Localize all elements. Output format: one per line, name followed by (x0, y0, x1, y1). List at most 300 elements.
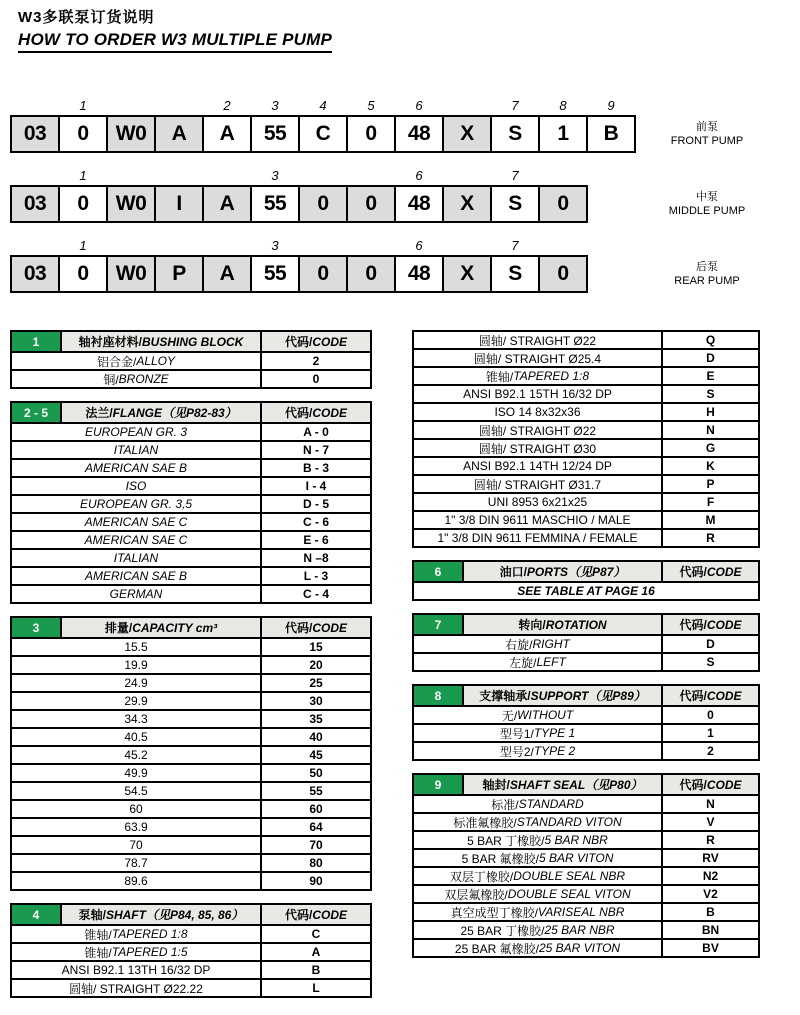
table-number-badge: 6 (414, 562, 464, 581)
pump-row-label (642, 185, 772, 223)
option-label: 70 (129, 838, 143, 852)
code-cell: 0 (346, 115, 396, 153)
position-number: 6 (415, 98, 423, 113)
position-number (346, 238, 396, 255)
option-code: 0 (260, 371, 370, 387)
table-row (12, 960, 370, 978)
table-row (12, 458, 370, 476)
code-cell: A (154, 115, 204, 153)
order-table-1 (10, 330, 372, 389)
option-code: E (661, 368, 758, 384)
pump-row-rear-pump (10, 238, 790, 293)
table-title: 排量/ CAPACITY cm³ (104, 620, 218, 635)
code-cell-group (394, 98, 444, 153)
option-label: 圆轴/ STRAIGHT Ø31.7 (473, 477, 602, 492)
table-row (12, 584, 370, 602)
code-cell: X (442, 185, 492, 223)
option-label-en: TYPE 2 (533, 744, 576, 758)
option-label-en: CODE (312, 620, 347, 635)
option-code: 30 (260, 693, 370, 709)
option-code: D (661, 636, 758, 652)
option-label: ITALIAN (113, 551, 159, 565)
option-label-en: 25 BAR VITON (538, 941, 621, 955)
table-row (414, 456, 758, 474)
option-code: RV (661, 850, 758, 866)
table-title: 法兰/ FLANGE（见P82-83） (85, 406, 237, 420)
table-row (414, 581, 758, 599)
option-label-en: ALLOY (136, 354, 176, 368)
table-header-row (414, 562, 758, 581)
code-cell: 0 (346, 255, 396, 293)
option-label: AMERICAN SAE B (84, 569, 188, 583)
option-label-en: 5 BAR VITON (538, 851, 614, 865)
position-number: 7 (511, 168, 519, 183)
option-label: 24.9 (124, 676, 148, 690)
option-code: 60 (260, 801, 370, 817)
option-code: 1 (661, 725, 758, 741)
position-number: 7 (511, 238, 519, 253)
position-number (154, 168, 204, 185)
table-row (12, 369, 370, 387)
option-label: 25 BAR 丁橡胶/ 25 BAR NBR (460, 923, 615, 938)
table-number-badge: 3 (12, 618, 62, 637)
table-number-badge: 4 (12, 905, 62, 924)
option-label: 锥轴/ TAPERED 1:5 (84, 945, 188, 960)
code-header: 代码/ CODE (661, 686, 758, 705)
code-header: 代码/ CODE (661, 615, 758, 634)
code-cell: S (490, 115, 540, 153)
option-label-en: DOUBLE SEAL NBR (513, 869, 626, 883)
code-cell: 48 (394, 255, 444, 293)
position-number (538, 168, 588, 185)
position-number: 3 (271, 168, 279, 183)
code-cell: 03 (10, 255, 60, 293)
option-label: EUROPEAN GR. 3 (84, 425, 188, 439)
table-row (12, 673, 370, 691)
option-label: 双层氟橡胶/ DOUBLE SEAL VITON (444, 887, 631, 902)
option-label-en: LEFT (536, 655, 566, 669)
table-row (12, 691, 370, 709)
position-number: 9 (607, 98, 615, 113)
code-cell: A (202, 185, 252, 223)
option-label: 右旋/ RIGHT (505, 637, 570, 652)
option-code: BV (661, 940, 758, 956)
option-code: C - 6 (260, 514, 370, 530)
option-code: R (661, 832, 758, 848)
table-row (414, 474, 758, 492)
code-cell-group (250, 238, 300, 293)
position-number (298, 238, 348, 255)
position-number (442, 98, 492, 115)
table-number-badge: 7 (414, 615, 464, 634)
code-cell: 0 (58, 185, 108, 223)
position-number: 6 (415, 168, 423, 183)
option-code: 2 (260, 353, 370, 369)
table-row (12, 566, 370, 584)
code-cell-group (490, 238, 540, 293)
option-code: 50 (260, 765, 370, 781)
code-cell-group (346, 98, 396, 153)
option-label: 1" 3/8 DIN 9611 FEMMINA / FEMALE (437, 531, 638, 545)
code-cell-group (298, 238, 348, 293)
option-label: ISO 14 8x32x36 (494, 405, 581, 419)
option-label-en: PORTS（见P87） (526, 565, 626, 579)
order-table-3 (10, 616, 372, 891)
option-label-en: TYPE 1 (533, 726, 576, 740)
option-label: 型号2/ TYPE 2 (499, 744, 576, 759)
option-label-en: SHAFT（见P84, 85, 86） (105, 908, 244, 922)
pump-label-zh: 后泵 (696, 261, 718, 273)
code-cell-group (202, 168, 252, 223)
table-row (12, 727, 370, 745)
option-label: 锥轴/ TAPERED 1:8 (84, 927, 188, 942)
table-header-row (12, 905, 370, 924)
position-number (442, 168, 492, 185)
order-table-6 (412, 560, 760, 601)
option-label: 54.5 (124, 784, 148, 798)
option-label: 无/ WITHOUT (501, 708, 574, 723)
option-label-en: TAPERED 1:8 (513, 369, 590, 383)
option-code: N –8 (260, 550, 370, 566)
position-number: 2 (223, 98, 231, 113)
table-row (414, 723, 758, 741)
code-cell-group (442, 168, 492, 223)
option-label: 左旋/ LEFT (509, 655, 566, 670)
pump-row-label (642, 115, 772, 153)
option-label: 5 BAR 丁橡胶/ 5 BAR NBR (467, 833, 608, 848)
table-row (414, 332, 758, 348)
code-header: 代码/ CODE (260, 403, 370, 422)
pump-label-zh: 前泵 (696, 121, 718, 133)
code-cell-group (394, 238, 444, 293)
code-cell-group (490, 98, 540, 153)
code-cell-group (58, 238, 108, 293)
tables-left-column (10, 330, 372, 1010)
code-cell-group (490, 168, 540, 223)
code-cell-group (442, 98, 492, 153)
option-label-en: STANDARD VITON (516, 815, 622, 829)
code-cell: 0 (298, 255, 348, 293)
option-code: 0 (661, 707, 758, 723)
code-cell: 55 (250, 185, 300, 223)
table-number-badge: 8 (414, 686, 464, 705)
position-number (10, 168, 60, 185)
pump-label-en: FRONT PUMP (670, 135, 744, 147)
table-title: 轴封/ SHAFT SEAL（见P80） (482, 778, 643, 792)
option-label-en: ROTATION (545, 617, 607, 632)
option-code: I - 4 (260, 478, 370, 494)
table-title: 转向/ ROTATION (518, 617, 607, 632)
option-code: B (260, 962, 370, 978)
table-row (12, 548, 370, 566)
code-cell-group (154, 238, 204, 293)
position-number (346, 168, 396, 185)
option-label-en: CODE (706, 564, 742, 579)
option-code: 45 (260, 747, 370, 763)
code-cell-group (250, 168, 300, 223)
table-row (12, 351, 370, 369)
position-number (442, 238, 492, 255)
code-header: 代码/ CODE (661, 775, 758, 794)
option-label: 89.6 (124, 874, 148, 888)
option-label-en: WITHOUT (517, 708, 574, 722)
option-code: H (661, 404, 758, 420)
code-cell: B (586, 115, 636, 153)
option-label-en: 25 BAR NBR (544, 923, 615, 937)
option-label: 78.7 (124, 856, 148, 870)
table-number-badge: 9 (414, 775, 464, 794)
tables-right-column (412, 330, 760, 970)
span-note: SEE TABLE AT PAGE 16 (517, 584, 655, 598)
option-label-en: 5 BAR NBR (544, 833, 608, 847)
pump-label-zh: 中泵 (696, 191, 718, 203)
position-number (154, 98, 204, 115)
option-label: 标准氟橡胶/ STANDARD VITON (453, 815, 622, 830)
table-row (12, 835, 370, 853)
option-label: 40.5 (124, 730, 148, 744)
option-code: A (260, 944, 370, 960)
table-row (414, 510, 758, 528)
option-code: B (661, 904, 758, 920)
page-title-en: HOW TO ORDER W3 MULTIPLE PUMP (18, 30, 332, 53)
option-label: 25 BAR 氟橡胶/ 25 BAR VITON (454, 941, 621, 956)
option-label: 圆轴/ STRAIGHT Ø30 (478, 441, 597, 456)
option-label: 49.9 (124, 766, 148, 780)
option-label-en: DOUBLE SEAL VITON (507, 887, 631, 901)
code-cell-group (154, 168, 204, 223)
table-row (12, 871, 370, 889)
position-number: 7 (511, 98, 519, 113)
table-header-row (414, 775, 758, 794)
position-number: 5 (367, 98, 375, 113)
table-title: 泵轴/ SHAFT（见P84, 85, 86） (78, 908, 244, 922)
code-cell: W0 (106, 115, 156, 153)
order-table-4 (10, 903, 372, 998)
option-code: 55 (260, 783, 370, 799)
option-code: 70 (260, 837, 370, 853)
table-header-row (414, 615, 758, 634)
option-label: 45.2 (124, 748, 148, 762)
table-row (12, 709, 370, 727)
option-label: 19.9 (124, 658, 148, 672)
option-code: R (661, 530, 758, 546)
table-row (12, 745, 370, 763)
position-number (10, 98, 60, 115)
option-label-en: CODE (312, 405, 347, 420)
position-number (538, 238, 588, 255)
option-code: D (661, 350, 758, 366)
option-label: UNI 8953 6x21x25 (487, 495, 588, 509)
position-number: 3 (271, 238, 279, 253)
option-code: A - 0 (260, 424, 370, 440)
table-row (12, 476, 370, 494)
option-code: C - 4 (260, 586, 370, 602)
option-label: 63.9 (124, 820, 148, 834)
table-header-row (12, 332, 370, 351)
table-row (414, 438, 758, 456)
option-label: ANSI B92.1 15TH 16/32 DP (463, 387, 612, 401)
table-row (414, 634, 758, 652)
code-cell-group (442, 238, 492, 293)
pump-row-label (642, 255, 772, 293)
option-label: 双层丁橡胶/ DOUBLE SEAL NBR (449, 869, 626, 884)
option-label: AMERICAN SAE C (84, 515, 188, 529)
position-number: 1 (79, 238, 87, 253)
order-tables (10, 330, 760, 1010)
code-cell-group (202, 238, 252, 293)
table-row (12, 512, 370, 530)
code-cell: A (202, 255, 252, 293)
table-row (414, 866, 758, 884)
code-cell: A (202, 115, 252, 153)
table-row (414, 705, 758, 723)
option-code: 35 (260, 711, 370, 727)
code-cell-group (202, 98, 252, 153)
option-label: 5 BAR 氟橡胶/ 5 BAR VITON (461, 851, 614, 866)
code-cell: 03 (10, 185, 60, 223)
position-number (106, 238, 156, 255)
code-cell: 0 (538, 185, 588, 223)
option-code: N - 7 (260, 442, 370, 458)
code-cell-group (154, 98, 204, 153)
table-header-row (12, 403, 370, 422)
table-title: 轴衬座材料/ BUSHING BLOCK (78, 334, 244, 349)
option-label: 34.3 (124, 712, 148, 726)
option-label-en: SUPPORT（见P89） (530, 689, 646, 703)
option-code: V (661, 814, 758, 830)
option-code: 20 (260, 657, 370, 673)
table-row (414, 366, 758, 384)
order-table-shaft-continued (412, 330, 760, 548)
code-cell-group (106, 238, 156, 293)
option-label-en: TAPERED 1:8 (111, 927, 188, 941)
code-cell: 55 (250, 115, 300, 153)
table-row (12, 978, 370, 996)
option-code: F (661, 494, 758, 510)
position-number (154, 238, 204, 255)
option-code: N (661, 422, 758, 438)
code-cell: X (442, 255, 492, 293)
table-row (12, 530, 370, 548)
option-label-en: STANDARD (518, 797, 584, 811)
code-cell-group (298, 98, 348, 153)
table-row (414, 348, 758, 366)
position-number: 1 (79, 168, 87, 183)
option-label: 锥轴/ TAPERED 1:8 (485, 369, 590, 384)
table-row (414, 420, 758, 438)
option-code: B - 3 (260, 460, 370, 476)
option-code: S (661, 654, 758, 670)
code-header: 代码/ CODE (661, 562, 758, 581)
order-table-9 (412, 773, 760, 958)
order-table-7 (412, 613, 760, 672)
page-title (18, 6, 332, 53)
table-row (414, 652, 758, 670)
option-label: 圆轴/ STRAIGHT Ø22 (478, 423, 597, 438)
table-row (12, 637, 370, 655)
code-cell-group (538, 98, 588, 153)
position-number (298, 168, 348, 185)
option-label: EUROPEAN GR. 3,5 (79, 497, 193, 511)
option-label: ANSI B92.1 14TH 12/24 DP (463, 459, 612, 473)
option-label: GERMAN (109, 587, 163, 601)
code-cell: 0 (538, 255, 588, 293)
table-row (12, 942, 370, 960)
code-cell: 0 (58, 115, 108, 153)
code-cell-group (586, 98, 636, 153)
table-row (12, 763, 370, 781)
option-label-en: CODE (312, 907, 347, 922)
table-title: 油口/ PORTS（见P87） (499, 565, 626, 579)
table-row (12, 422, 370, 440)
table-row (414, 384, 758, 402)
position-number (10, 238, 60, 255)
code-cell: C (298, 115, 348, 153)
table-row (414, 938, 758, 956)
code-cell-group (106, 168, 156, 223)
table-title: 支撑轴承/ SUPPORT（见P89） (479, 689, 646, 703)
option-label-en: TAPERED 1:5 (111, 945, 188, 959)
option-label: 15.5 (124, 640, 148, 654)
code-cell-group (346, 238, 396, 293)
option-label: 真空成型丁橡胶/ VARISEAL NBR (450, 905, 625, 920)
option-code: BN (661, 922, 758, 938)
code-cell: W0 (106, 255, 156, 293)
code-cell: 0 (298, 185, 348, 223)
code-cell: S (490, 255, 540, 293)
option-label: 圆轴/ STRAIGHT Ø22.22 (69, 981, 203, 996)
code-cell-group (538, 168, 588, 223)
code-cell: 48 (394, 115, 444, 153)
position-number: 4 (319, 98, 327, 113)
option-label-en: BRONZE (118, 372, 169, 386)
code-cell: 0 (346, 185, 396, 223)
code-cell-group (58, 98, 108, 153)
option-label-en: FLANGE（见P82-83） (112, 406, 237, 420)
option-code: N2 (661, 868, 758, 884)
table-row (414, 528, 758, 546)
pump-label-en: REAR PUMP (674, 275, 740, 287)
table-row (414, 812, 758, 830)
table-number-badge: 1 (12, 332, 62, 351)
code-header: 代码/ CODE (260, 332, 370, 351)
table-row (12, 817, 370, 835)
table-row (12, 924, 370, 942)
option-code: L - 3 (260, 568, 370, 584)
code-cell-group (58, 168, 108, 223)
order-table-8 (412, 684, 760, 761)
option-label-en: CODE (706, 688, 742, 703)
table-row (12, 440, 370, 458)
option-label: ANSI B92.1 13TH 16/32 DP (61, 963, 211, 977)
code-cell: X (442, 115, 492, 153)
position-number: 1 (79, 98, 87, 113)
option-code: D - 5 (260, 496, 370, 512)
table-row (414, 884, 758, 902)
option-label: 铝合金/ ALLOY (96, 354, 176, 369)
option-code: G (661, 440, 758, 456)
code-cell: W0 (106, 185, 156, 223)
option-code: M (661, 512, 758, 528)
table-row (12, 853, 370, 871)
table-row (414, 741, 758, 759)
code-cell-group (106, 98, 156, 153)
option-code: K (661, 458, 758, 474)
order-table-2-5 (10, 401, 372, 604)
option-code: N (661, 796, 758, 812)
table-row (414, 830, 758, 848)
option-label: ITALIAN (113, 443, 159, 457)
